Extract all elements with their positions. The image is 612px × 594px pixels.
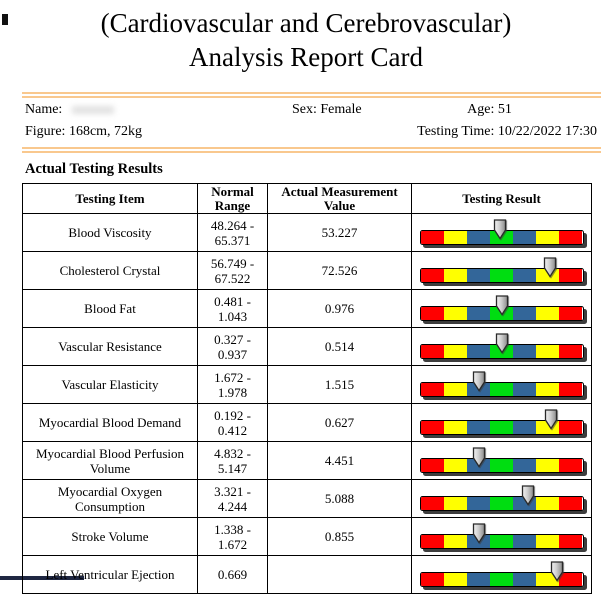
marker-arrow-icon <box>472 523 486 544</box>
page-title-line2: Analysis Report Card <box>189 42 423 72</box>
page-title <box>0 6 612 74</box>
normal-range: 0.669 <box>198 556 268 593</box>
table-row <box>23 290 591 328</box>
result-scale-bar <box>420 268 584 281</box>
patient-age: Age: 51 <box>467 102 512 117</box>
table-row <box>23 366 591 404</box>
testing-result-cell <box>412 480 591 517</box>
marker-arrow-icon <box>495 333 509 354</box>
marker-arrow-icon <box>550 561 564 582</box>
testing-item: Blood Viscosity <box>23 214 198 251</box>
testing-item: Myocardial Oxygen Consumption <box>23 480 198 517</box>
marker-arrow-icon <box>544 409 558 430</box>
normal-range: 0.192 - 0.412 <box>198 404 268 441</box>
measured-value: 5.088 <box>268 480 412 517</box>
normal-range: 3.321 - 4.244 <box>198 480 268 517</box>
marker-arrow-icon <box>472 447 486 468</box>
result-scale-bar <box>420 344 584 357</box>
patient-info-row2 <box>25 121 597 143</box>
testing-item: Myocardial Blood Perfusion Volume <box>23 442 198 479</box>
screen-artifact-topleft <box>2 14 8 25</box>
redacted-name-smudge <box>72 106 114 114</box>
table-row <box>23 252 591 290</box>
result-scale-bar <box>420 496 584 509</box>
result-scale-bar <box>420 230 584 243</box>
result-scale-bar <box>420 458 584 471</box>
testing-item: Vascular Resistance <box>23 328 198 365</box>
patient-figure: Figure: 168cm, 72kg <box>25 124 143 139</box>
normal-range: 1.672 - 1.978 <box>198 366 268 403</box>
result-scale-bar <box>420 572 584 585</box>
testing-time: Testing Time: 10/22/2022 17:30 <box>417 124 597 139</box>
header-normal-range: Normal Range <box>198 184 268 213</box>
testing-result-cell <box>412 290 591 327</box>
patient-sex: Sex: Female <box>292 102 362 117</box>
testing-result-cell <box>412 556 591 593</box>
measured-value: 0.627 <box>268 404 412 441</box>
measured-value <box>268 556 412 593</box>
divider-bottom <box>22 147 601 153</box>
measured-value: 0.855 <box>268 518 412 555</box>
marker-arrow-icon <box>521 485 535 506</box>
testing-result-cell <box>412 328 591 365</box>
result-scale-bar <box>420 382 584 395</box>
header-testing-item: Testing Item <box>23 184 198 213</box>
scale-segments <box>420 382 584 397</box>
measured-value: 53.227 <box>268 214 412 251</box>
table-row <box>23 556 591 593</box>
normal-range: 1.338 - 1.672 <box>198 518 268 555</box>
measured-value: 0.514 <box>268 328 412 365</box>
measured-value: 1.515 <box>268 366 412 403</box>
table-row <box>23 214 591 252</box>
testing-item: Myocardial Blood Demand <box>23 404 198 441</box>
testing-item: Vascular Elasticity <box>23 366 198 403</box>
testing-item: Cholesterol Crystal <box>23 252 198 289</box>
section-title: Actual Testing Results <box>25 161 163 177</box>
measured-value: 72.526 <box>268 252 412 289</box>
divider-top <box>22 92 601 98</box>
testing-result-cell <box>412 214 591 251</box>
patient-info-row1 <box>25 99 597 121</box>
scale-segments <box>420 458 584 473</box>
table-row <box>23 442 591 480</box>
normal-range: 48.264 - 65.371 <box>198 214 268 251</box>
normal-range: 56.749 - 67.522 <box>198 252 268 289</box>
normal-range: 4.832 - 5.147 <box>198 442 268 479</box>
header-measurement-value: Actual Measurement Value <box>268 184 412 213</box>
marker-arrow-icon <box>495 295 509 316</box>
table-row <box>23 404 591 442</box>
report-page <box>0 6 612 580</box>
measured-value: 0.976 <box>268 290 412 327</box>
scale-segments <box>420 496 584 511</box>
result-scale-bar <box>420 420 584 433</box>
result-scale-bar <box>420 534 584 547</box>
normal-range: 0.481 - 1.043 <box>198 290 268 327</box>
testing-result-cell <box>412 442 591 479</box>
patient-name-label: Name: <box>25 102 63 117</box>
results-table <box>22 183 592 594</box>
table-header-row <box>23 184 591 214</box>
testing-item: Blood Fat <box>23 290 198 327</box>
scale-segments <box>420 268 584 283</box>
header-testing-result: Testing Result <box>462 190 541 206</box>
testing-result-cell <box>412 366 591 403</box>
table-row <box>23 518 591 556</box>
testing-item: Stroke Volume <box>23 518 198 555</box>
marker-arrow-icon <box>472 371 486 392</box>
table-row <box>23 480 591 518</box>
testing-item: Left Ventricular Ejection <box>23 556 198 593</box>
marker-arrow-icon <box>493 219 507 240</box>
measured-value: 4.451 <box>268 442 412 479</box>
marker-arrow-icon <box>543 257 557 278</box>
testing-result-cell <box>412 252 591 289</box>
testing-result-cell <box>412 404 591 441</box>
patient-info <box>25 99 597 143</box>
patient-name <box>25 99 292 121</box>
scale-segments <box>420 534 584 549</box>
result-scale-bar <box>420 306 584 319</box>
scale-segments <box>420 420 584 435</box>
page-title-line1: (Cardiovascular and Cerebrovascular) <box>100 8 512 38</box>
table-row <box>23 328 591 366</box>
normal-range: 0.327 - 0.937 <box>198 328 268 365</box>
testing-result-cell <box>412 518 591 555</box>
